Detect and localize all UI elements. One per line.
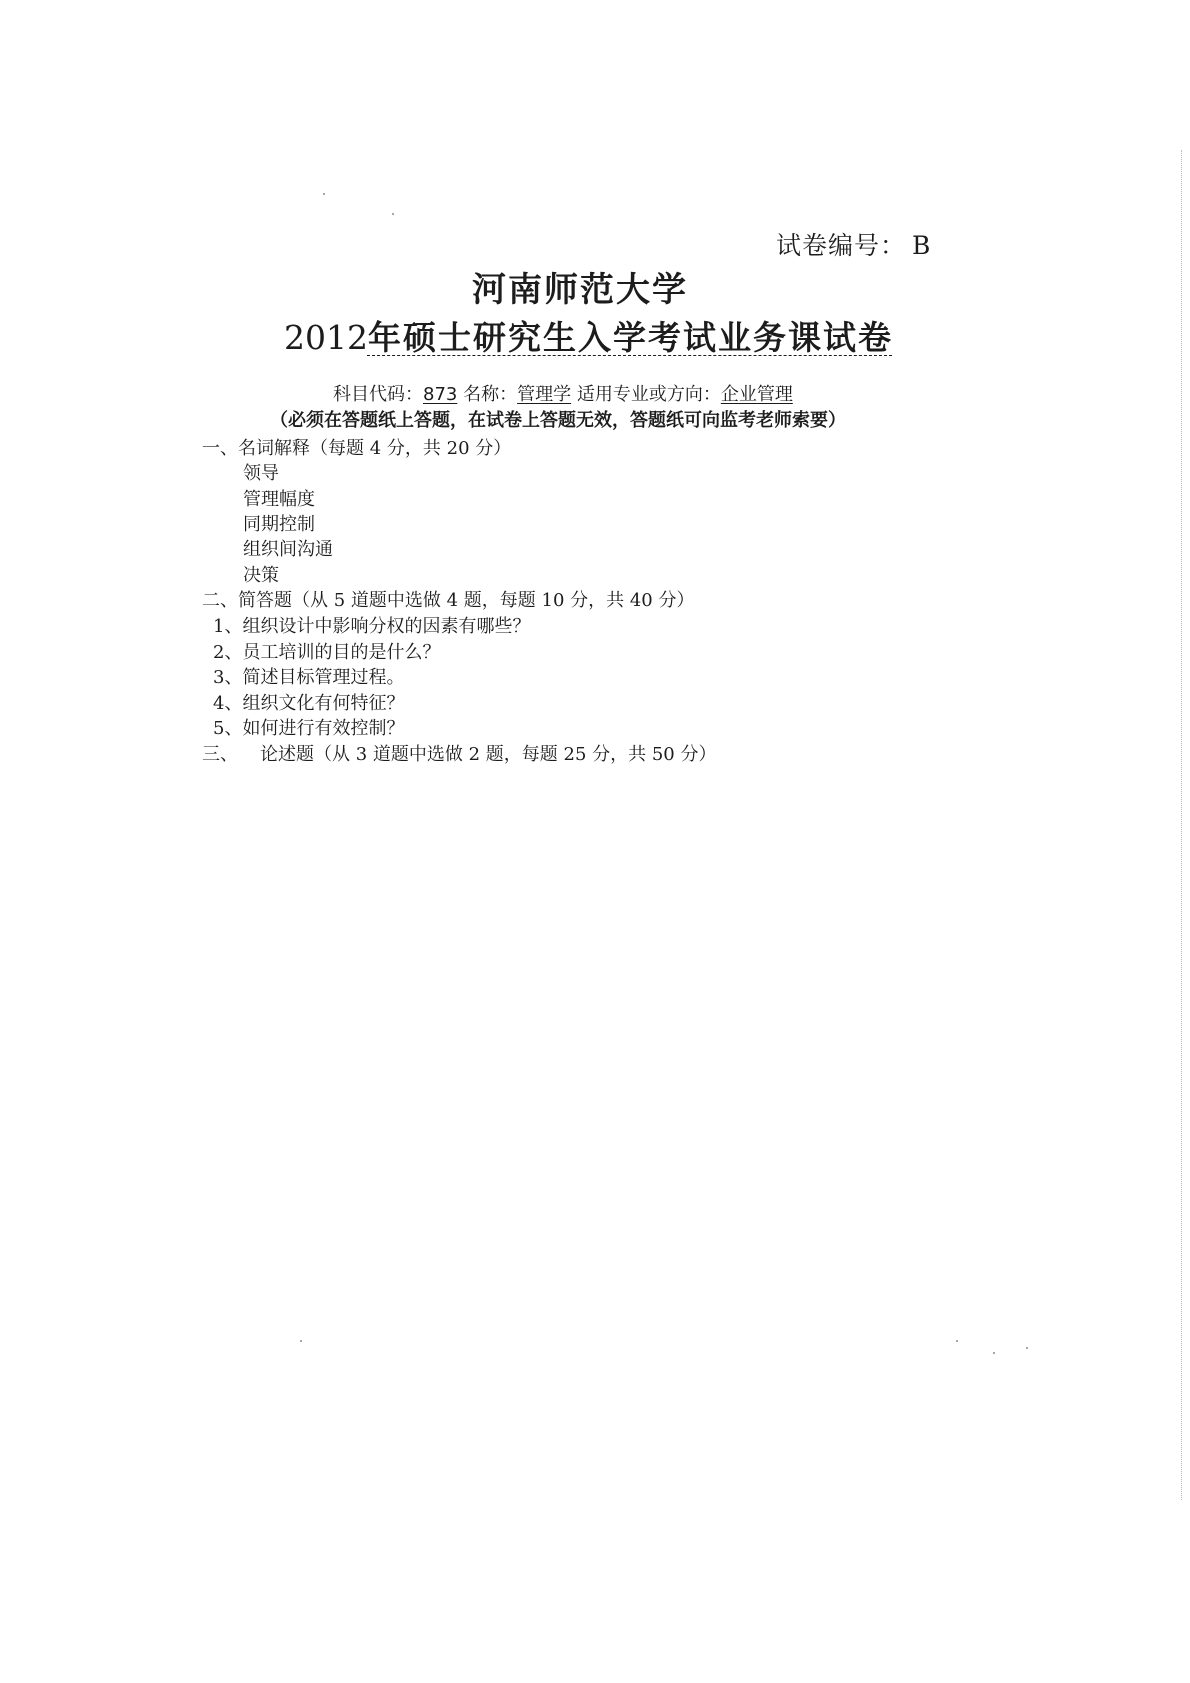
question-item: 1、组织设计中影响分权的因素有哪些？ [213,616,531,637]
exam-title-text: 年硕士研究生入学考试业务课试卷 [367,318,893,357]
scan-speck [1026,1347,1028,1349]
subject-info [333,380,793,406]
scan-speck [392,213,394,215]
question-item: 2、员工培训的目的是什么？ [213,642,441,663]
section-number: 三、 [202,744,238,765]
section-title: 名词解释（每题 4 分，共 20 分） [238,438,512,459]
section-heading [202,434,511,460]
scan-speck [993,1352,995,1354]
section-title: 论述题（从 3 道题中选做 2 题，每题 25 分，共 50 分） [260,744,717,765]
section-title: 简答题（从 5 道题中选做 4 题，每题 10 分，共 40 分） [238,590,695,611]
question-item: 3、简述目标管理过程。 [213,667,405,688]
scan-speck [956,1340,958,1342]
scan-edge-artifact [1181,150,1182,1500]
question-item: 4、组织文化有何特征？ [213,693,405,714]
subject-name-label: 名称： [463,384,518,405]
exam-code [776,226,931,262]
university-name: 河南师范大学 [472,270,688,310]
term-item: 领导 [243,463,279,484]
section-heading [202,586,694,612]
question-item: 5、如何进行有效控制？ [213,718,405,739]
term-item: 同期控制 [243,514,315,535]
answer-notice: （必须在答题纸上答题，在试卷上答题无效，答题纸可向监考老师索要） [270,410,846,431]
subject-code-label: 科目代码： [333,384,423,405]
subject-code: 873 [423,384,458,405]
exam-code-value: B [912,231,932,260]
scan-speck [323,193,325,195]
term-item: 管理幅度 [243,489,315,510]
term-item: 决策 [243,565,279,586]
exam-title [284,312,893,359]
section-number: 二、 [202,590,238,611]
section-number: 一、 [202,438,238,459]
term-item: 组织间沟通 [243,539,333,560]
section-heading [202,740,716,766]
scan-speck [300,1340,302,1342]
major-name: 企业管理 [720,384,793,405]
subject-name: 管理学 [517,384,572,405]
major-label: 适用专业或方向： [576,384,721,405]
exam-code-label: 试卷编号： [776,231,907,260]
exam-year: 2012 [284,318,368,357]
